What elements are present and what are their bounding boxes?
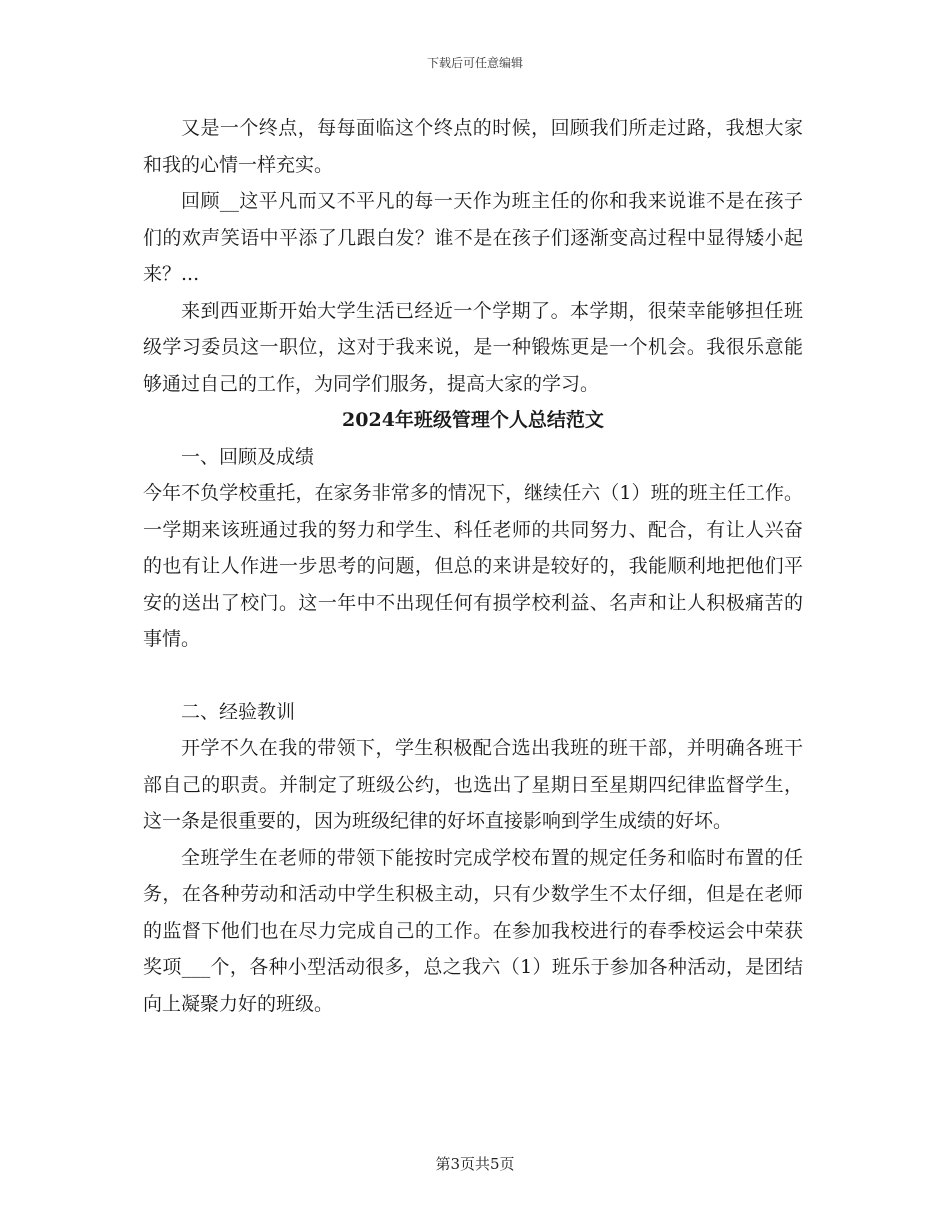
document-title: 2024年班级管理个人总结范文 [342, 409, 604, 431]
paragraph-3: 来到西亚斯开始大学生活已经近一个学期了。本学期，很荣幸能够担任班级学习委员这一职位，这对于我来说，是一种锻炼更是一个机会。我很乐意能够通过自己的工作，为同学们服务，提高大家的学习。 [143, 299, 803, 395]
paragraph-2: 回顾__这平凡而又不平凡的每一天作为班主任的你和我来说谁不是在孩子们的欢声笑语中平添了几跟白发？谁不是在孩子们逐渐变高过程中显得矮小起来？... [143, 190, 803, 285]
paragraph-4: 今年不负学校重托，在家务非常多的情况下，继续任六（1）班的班主任工作。一学期来该班通过我的努力和学生、科任老师的共同努力、配合，有让人兴奋的也有让人作进一步思考的问题，但总的来讲是较好的，我能顺利地把他们平安的送出了校门。这一年中不出现任何有损学校利益、名声和让人积极痛苦的事情。 [143, 482, 803, 650]
page-footer: 第3页共5页 [435, 1155, 515, 1173]
blank-line [143, 658, 803, 694]
paragraph-5: 开学不久在我的带领下，学生积极配合选出我班的班干部，并明确各班干部自己的职责。并制定了班级公约，也选出了星期日至星期四纪律监督学生，这一条是很重要的，因为班级纪律的好坏直接影响到学生成绩的好坏。 [143, 737, 803, 832]
page-header: 下载后可任意编辑 [426, 56, 523, 70]
paragraph-1: 又是一个终点，每每面临这个终点的时候，回顾我们所走过路，我想大家和我的心情一样充实。 [143, 117, 803, 176]
paragraph-6: 全班学生在老师的带领下能按时完成学校布置的规定任务和临时布置的任务，在各种劳动和活动中学生积极主动，只有少数学生不太仔细，但是在老师的监督下他们也在尽力完成自己的工作。在参加我校进行的春季校运会中荣获奖项___个，各种小型活动很多，总之我六（1）班乐于参加各种活动，是团结向上凝聚力好的班级。 [143, 846, 803, 1015]
section-heading-1: 一、回顾及成绩 [181, 445, 315, 468]
section-heading-2: 二、经验教训 [181, 700, 296, 723]
document-body [143, 110, 803, 1022]
